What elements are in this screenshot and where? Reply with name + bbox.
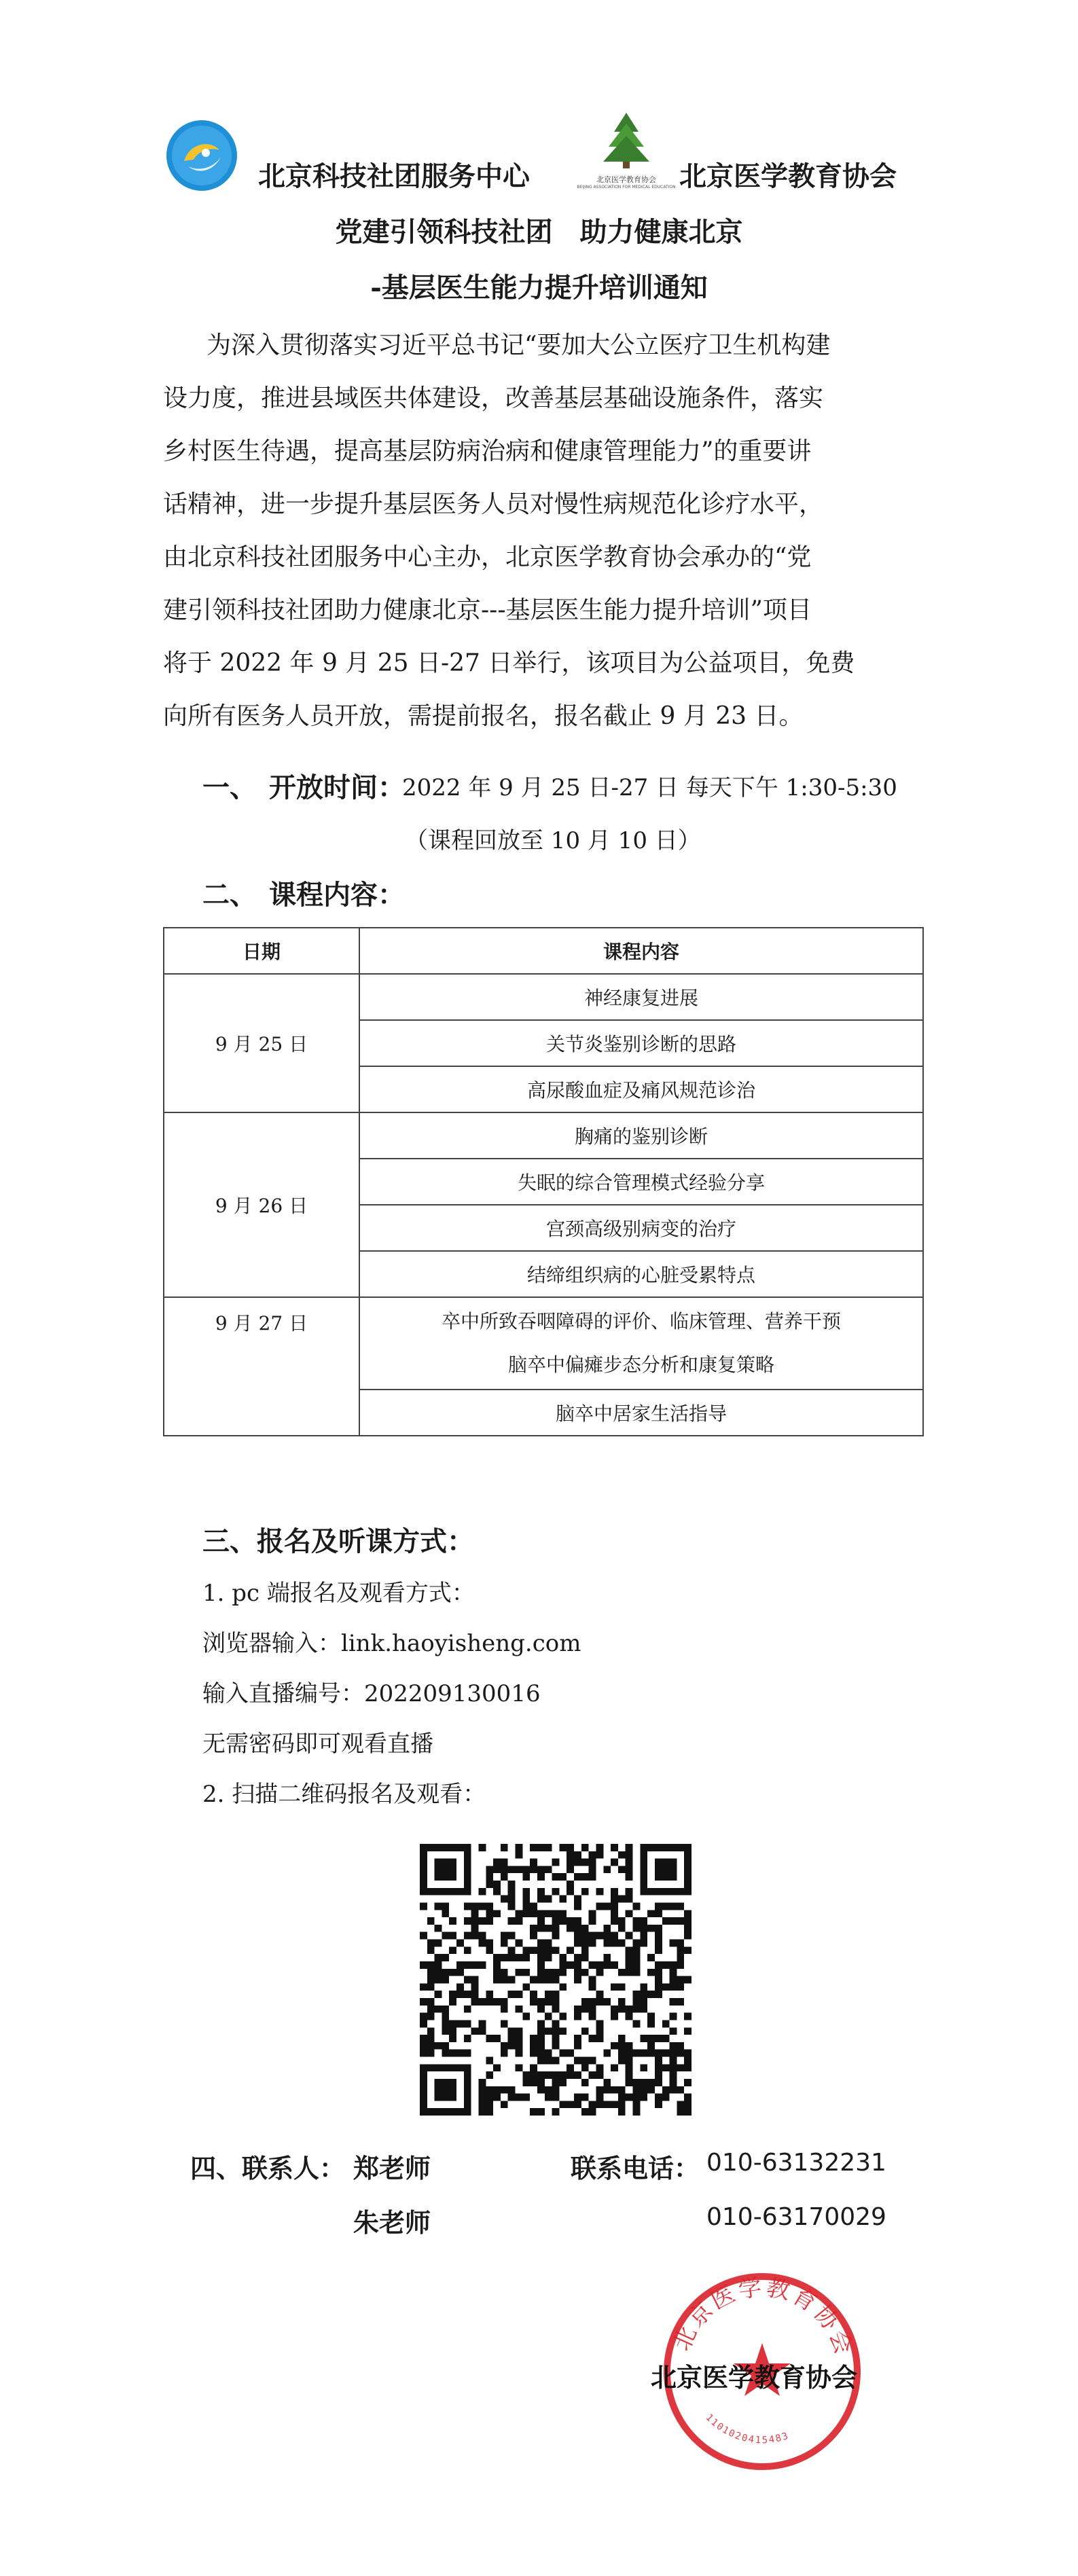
contact-name-1: 郑老师 bbox=[353, 2153, 431, 2183]
info-line: 1. pc 端报名及观看方式： bbox=[202, 1580, 475, 1607]
schedule-table bbox=[163, 927, 924, 1436]
header-content: 课程内容 bbox=[359, 928, 923, 974]
course-cell: 神经康复进展 bbox=[359, 974, 923, 1020]
seal-number: 1101020415483 bbox=[703, 2412, 791, 2446]
info-line: 浏览器输入：link.haoyisheng.com bbox=[202, 1630, 581, 1657]
table-row bbox=[164, 1297, 923, 1390]
title-line-1: 党建引领科技社团 助力健康北京 bbox=[335, 216, 743, 248]
header bbox=[0, 0, 1078, 304]
course-cell: 脑卒中居家生活指导 bbox=[359, 1390, 923, 1436]
intro-line: 向所有医务人员开放，需提前报名，报名截止 9 月 23 日。 bbox=[163, 702, 804, 730]
qr-code-icon[interactable] bbox=[420, 1844, 691, 2116]
section1-value: 2022 年 9 月 25 日-27 日 每天下午 1:30-5:30 bbox=[402, 774, 897, 801]
svg-text:1101020415483 bbox=[704, 2412, 791, 2446]
section4-label: 四、联系人： bbox=[190, 2153, 346, 2183]
course-cell: 结缔组织病的心脏受累特点 bbox=[359, 1251, 923, 1297]
date-cell: 9 月 26 日 bbox=[164, 1112, 359, 1297]
contact-name-2: 朱老师 bbox=[353, 2207, 431, 2238]
course-cell: 胸痛的鉴别诊断 bbox=[359, 1112, 923, 1159]
course-line: 脑卒中偏瘫步态分析和康复策略 bbox=[507, 1354, 774, 1376]
table-row bbox=[164, 974, 923, 1020]
table-header-row bbox=[164, 928, 923, 974]
course-cell: 宫颈高级别病变的治疗 bbox=[359, 1205, 923, 1251]
course-cell: 关节炎鉴别诊断的思路 bbox=[359, 1020, 923, 1066]
phone-label: 联系电话： bbox=[571, 2153, 700, 2183]
intro-line: 建引领科技社团助力健康北京---基层医生能力提升培训”项目 bbox=[163, 596, 812, 624]
date-cell: 9 月 25 日 bbox=[164, 974, 359, 1112]
intro-line: 话精神，进一步提升基层医务人员对慢性病规范化诊疗水平， bbox=[163, 490, 824, 518]
header-date: 日期 bbox=[164, 928, 359, 974]
intro-line: 将于 2022 年 9 月 25 日-27 日举行，该项目为公益项目，免费 bbox=[163, 649, 855, 677]
intro-line: 设力度，推进县域医共体建设，改善基层基础设施条件，落实 bbox=[163, 384, 824, 412]
phone-1: 010-63132231 bbox=[706, 2149, 886, 2177]
kexie-logo-icon bbox=[165, 119, 238, 192]
table-row bbox=[164, 1112, 923, 1159]
section1-note: （课程回放至 10 月 10 日） bbox=[405, 827, 701, 854]
course-cell: 高尿酸血症及痛风规范诊治 bbox=[359, 1066, 923, 1112]
org-left-name: 北京科技社团服务中心 bbox=[258, 160, 530, 192]
intro-line: 乡村医生待遇，提高基层防病治病和健康管理能力”的重要讲 bbox=[163, 437, 812, 465]
info-line: 2. 扫描二维码报名及观看： bbox=[202, 1781, 486, 1808]
section2-label: 课程内容： bbox=[269, 879, 405, 911]
date-cell: 9 月 27 日 bbox=[164, 1297, 359, 1436]
section1-label: 开放时间： bbox=[269, 772, 405, 803]
course-cell: 失眠的综合管理模式经验分享 bbox=[359, 1159, 923, 1205]
info-line: 无需密码即可观看直播 bbox=[202, 1730, 433, 1758]
intro-line: 为深入贯彻落实习近平总书记“要加大公立医疗卫生机构建 bbox=[206, 331, 831, 359]
intro-line: 由北京科技社团服务中心主办，北京医学教育协会承办的“党 bbox=[163, 543, 812, 571]
logo-right-caption-en: BEIJING ASSOCIATION FOR MEDICAL EDUCATION bbox=[577, 185, 676, 189]
seal-text: 北京医学教育协会 bbox=[668, 2273, 859, 2361]
footer-org-name: 北京医学教育协会 bbox=[651, 2362, 858, 2393]
course-cell-multi bbox=[359, 1297, 923, 1390]
section2-number: 二、 bbox=[202, 879, 257, 911]
section1-number: 一、 bbox=[202, 772, 257, 803]
phone-2: 010-63170029 bbox=[706, 2203, 886, 2231]
org-right-name: 北京医学教育协会 bbox=[679, 160, 897, 192]
logo-right-caption: 北京医学教育协会 bbox=[596, 175, 656, 184]
section3-label: 三、报名及听课方式： bbox=[202, 1525, 474, 1557]
course-line: 卒中所致吞咽障碍的评价、临床管理、营养干预 bbox=[441, 1310, 841, 1332]
info-line: 输入直播编号：202209130016 bbox=[202, 1680, 541, 1707]
title-line-2: -基层医生能力提升培训通知 bbox=[370, 272, 708, 304]
